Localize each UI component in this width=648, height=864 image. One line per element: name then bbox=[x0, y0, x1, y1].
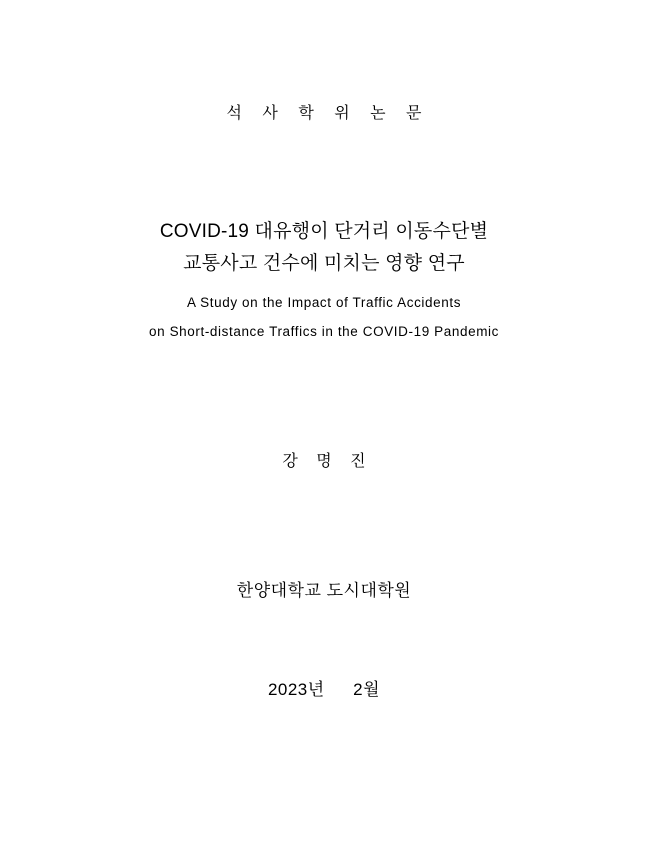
institution-name: 한양대학교 도시대학원 bbox=[236, 581, 412, 600]
english-title-line-2: on Short-distance Traffics in the COVID-19 Pandemic bbox=[149, 324, 499, 339]
author-name: 강 명 진 bbox=[282, 453, 373, 470]
korean-title-line-1: COVID-19 대유행이 단거리 이동수단별 bbox=[159, 221, 489, 242]
publication-year: 2023년 bbox=[267, 680, 325, 699]
english-title-line-1: A Study on the Impact of Traffic Accidents bbox=[186, 295, 462, 310]
document-type-label: 석 사 학 위 논 문 bbox=[226, 105, 430, 122]
english-title-block bbox=[0, 288, 648, 346]
publication-date bbox=[0, 675, 648, 700]
publication-month: 2월 bbox=[353, 680, 381, 699]
korean-title-block bbox=[0, 216, 648, 280]
korean-title-line-2: 교통사고 건수에 미치는 영향 연구 bbox=[183, 253, 465, 274]
